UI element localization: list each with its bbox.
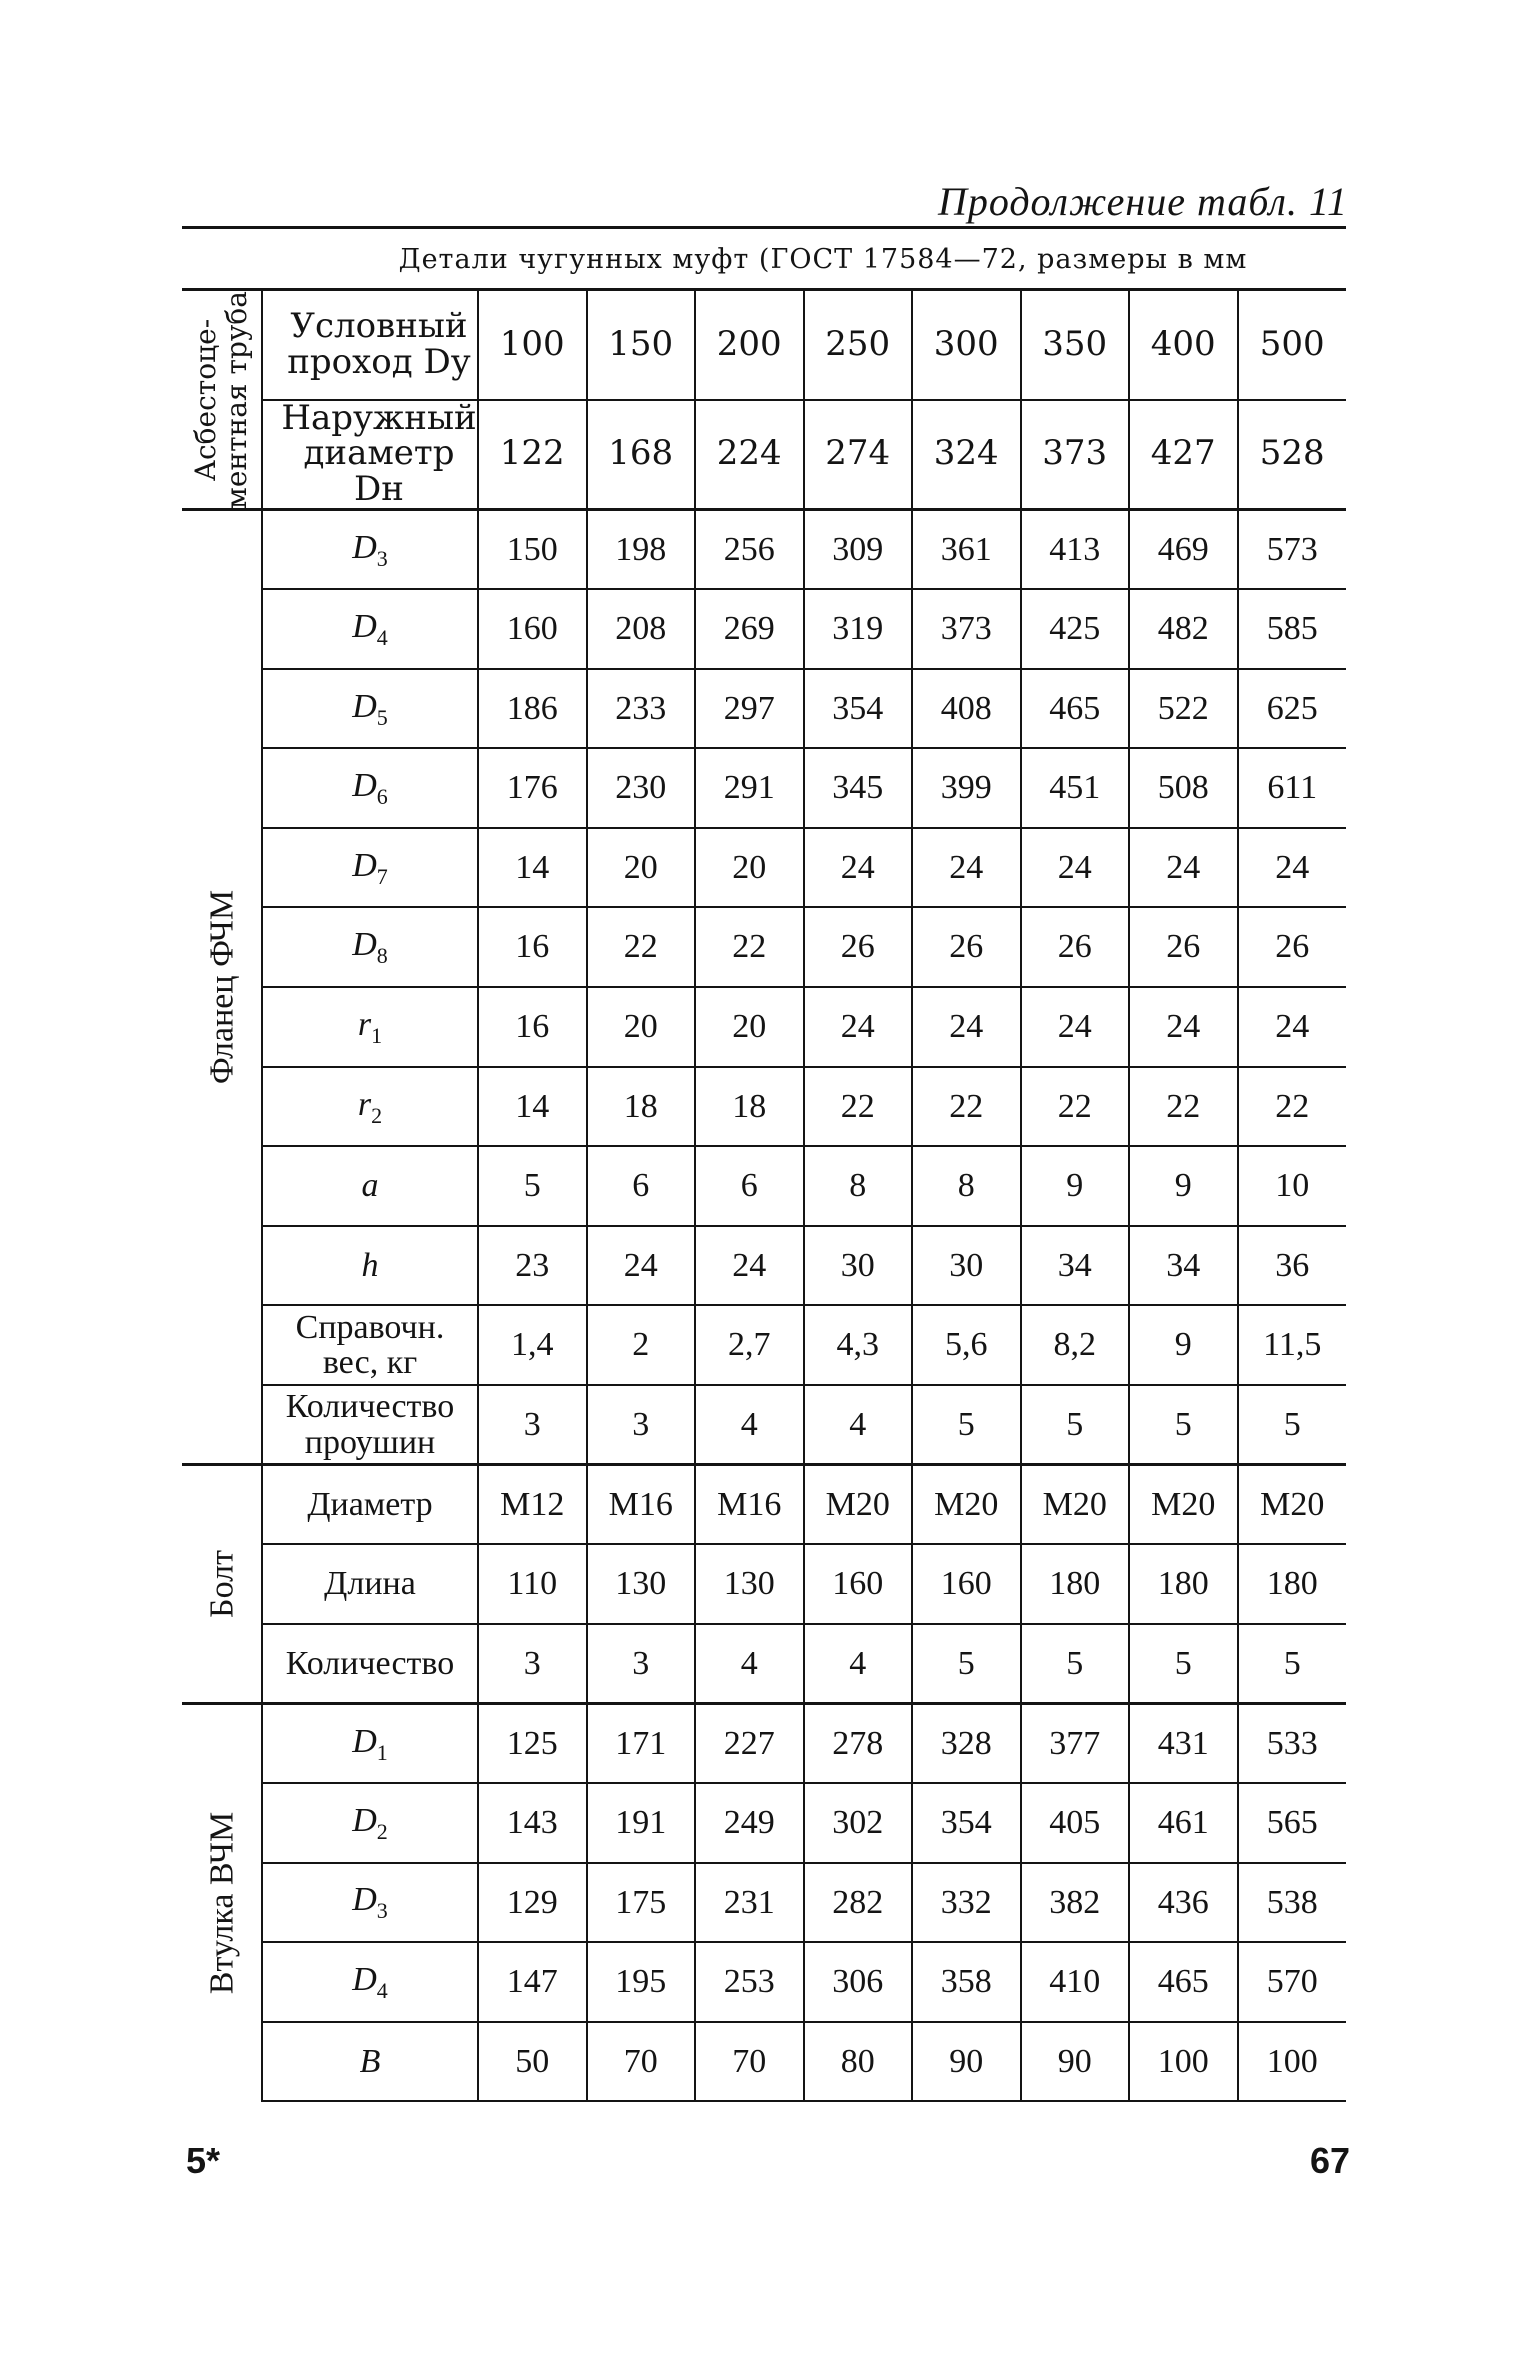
table-cell: 168 bbox=[587, 400, 696, 510]
table-cell: M20 bbox=[1129, 1465, 1238, 1545]
asbestos-pipe-row bbox=[182, 400, 1346, 510]
table-cell: 224 bbox=[695, 400, 804, 510]
table-cell: 410 bbox=[1021, 1942, 1130, 2022]
table-cell: 465 bbox=[1021, 669, 1130, 749]
table-cell: 200 bbox=[695, 290, 804, 400]
table-cell: 130 bbox=[587, 1544, 696, 1624]
flange-row-label bbox=[262, 1226, 478, 1306]
row-label-subscript: 3 bbox=[376, 1898, 388, 1924]
table-cell: 538 bbox=[1238, 1863, 1347, 1943]
table-cell: 565 bbox=[1238, 1783, 1347, 1863]
table-cell: 20 bbox=[695, 828, 804, 908]
row-label-text: Диаметр bbox=[307, 1485, 433, 1523]
sleeve-row bbox=[182, 1863, 1346, 1943]
asbestos-pipe-row-label bbox=[262, 397, 478, 510]
table-cell: 50 bbox=[478, 2022, 587, 2102]
table-cell: 147 bbox=[478, 1942, 587, 2022]
table-cell: 14 bbox=[478, 828, 587, 908]
table-cell: 180 bbox=[1129, 1544, 1238, 1624]
table-cell: 16 bbox=[478, 907, 587, 987]
flange-row-label bbox=[262, 748, 478, 828]
table-cell: 70 bbox=[587, 2022, 696, 2102]
table-cell: 465 bbox=[1129, 1942, 1238, 2022]
table-cell: 250 bbox=[804, 290, 913, 400]
table-cell: 160 bbox=[804, 1544, 913, 1624]
table-cell: 6 bbox=[587, 1146, 696, 1226]
table-cell: 425 bbox=[1021, 589, 1130, 669]
footer-signature-mark: 5* bbox=[186, 2140, 221, 2181]
table-cell: 23 bbox=[478, 1226, 587, 1306]
row-label-text: D bbox=[352, 528, 377, 566]
table-cell: 11,5 bbox=[1238, 1305, 1347, 1385]
table-cell: 354 bbox=[804, 669, 913, 749]
table-cell: 4 bbox=[804, 1624, 913, 1704]
row-label-text: Условный проход Dу bbox=[287, 306, 471, 382]
row-label-subscript: 7 bbox=[376, 863, 388, 889]
table-cell: 585 bbox=[1238, 589, 1347, 669]
table-cell: 8 bbox=[912, 1146, 1021, 1226]
table-cell: 8 bbox=[804, 1146, 913, 1226]
row-label-subscript: 4 bbox=[376, 1977, 388, 2003]
flange-row bbox=[182, 907, 1346, 987]
asbestos-pipe-section-label bbox=[182, 290, 262, 510]
sleeve-row bbox=[182, 1703, 1346, 1783]
flange-row bbox=[182, 1226, 1346, 1306]
table-cell: 227 bbox=[695, 1703, 804, 1783]
table-cell: M20 bbox=[912, 1465, 1021, 1545]
table-cell: 297 bbox=[695, 669, 804, 749]
table-cell: 230 bbox=[587, 748, 696, 828]
row-label-text: h bbox=[361, 1246, 379, 1284]
table-cell: 110 bbox=[478, 1544, 587, 1624]
row-label-subscript: 1 bbox=[376, 1739, 388, 1765]
row-label-text: D bbox=[352, 607, 377, 645]
row-label-text: Количество bbox=[285, 1644, 455, 1682]
table-cell: 180 bbox=[1021, 1544, 1130, 1624]
table-cell: 160 bbox=[478, 589, 587, 669]
row-label-subscript: 1 bbox=[371, 1022, 383, 1048]
table-cell: 26 bbox=[804, 907, 913, 987]
bolt-row-label bbox=[262, 1465, 478, 1545]
table-cell: 125 bbox=[478, 1703, 587, 1783]
flange-row-label bbox=[262, 1305, 478, 1385]
flange-row bbox=[182, 748, 1346, 828]
table-cell: 5 bbox=[1129, 1624, 1238, 1704]
sleeve-section-text: Втулка ВЧМ bbox=[202, 1811, 240, 1995]
table-cell: 2,7 bbox=[695, 1305, 804, 1385]
table-cell: 500 bbox=[1238, 290, 1347, 400]
table-cell: 400 bbox=[1129, 290, 1238, 400]
table-cell: M12 bbox=[478, 1465, 587, 1545]
table-cell: M20 bbox=[804, 1465, 913, 1545]
table-cell: 5 bbox=[1021, 1385, 1130, 1465]
flange-row bbox=[182, 1146, 1346, 1226]
table-cell: 208 bbox=[587, 589, 696, 669]
table-cell: 278 bbox=[804, 1703, 913, 1783]
bolt-row bbox=[182, 1544, 1346, 1624]
continuation-title: Продолжение табл. 11 bbox=[937, 179, 1348, 224]
table-cell: 5 bbox=[912, 1385, 1021, 1465]
sleeve-row-label bbox=[262, 1863, 478, 1943]
table-cell: 9 bbox=[1021, 1146, 1130, 1226]
table-cell: 26 bbox=[1021, 907, 1130, 987]
bolt-row-label bbox=[262, 1624, 478, 1704]
flange-row bbox=[182, 510, 1346, 590]
couplings-table bbox=[182, 288, 1346, 2102]
table-cell: 24 bbox=[587, 1226, 696, 1306]
row-label-subscript: 8 bbox=[376, 943, 388, 969]
sleeve-row bbox=[182, 1942, 1346, 2022]
table-cell: 90 bbox=[1021, 2022, 1130, 2102]
table-cell: 451 bbox=[1021, 748, 1130, 828]
table-caption: Детали чугунных муфт (ГОСТ 17584—72, размеры в мм bbox=[398, 244, 1248, 275]
table-cell: 191 bbox=[587, 1783, 696, 1863]
table-cell: 26 bbox=[1129, 907, 1238, 987]
row-label-text: a bbox=[361, 1167, 379, 1205]
table-cell: 9 bbox=[1129, 1146, 1238, 1226]
row-label-text: D bbox=[352, 846, 377, 884]
table-cell: 5 bbox=[1021, 1624, 1130, 1704]
table-cell: 4 bbox=[695, 1624, 804, 1704]
table-cell: 5 bbox=[1238, 1624, 1347, 1704]
table-cell: 22 bbox=[1238, 1067, 1347, 1147]
table-cell: 274 bbox=[804, 400, 913, 510]
table-cell: 328 bbox=[912, 1703, 1021, 1783]
table-cell: 4 bbox=[695, 1385, 804, 1465]
table-cell: 405 bbox=[1021, 1783, 1130, 1863]
flange-row-label bbox=[262, 987, 478, 1067]
row-label-text: Количество проушин bbox=[285, 1387, 455, 1461]
sleeve-row bbox=[182, 1783, 1346, 1863]
table-cell: 5 bbox=[912, 1624, 1021, 1704]
table-cell: 22 bbox=[1021, 1067, 1130, 1147]
flange-row bbox=[182, 828, 1346, 908]
row-label-text: r bbox=[357, 1085, 372, 1123]
flange-row-label bbox=[262, 907, 478, 987]
table-cell: 24 bbox=[1129, 828, 1238, 908]
table-cell: 180 bbox=[1238, 1544, 1347, 1624]
bolt-section-text: Болт bbox=[202, 1550, 240, 1618]
table-cell: 24 bbox=[1021, 828, 1130, 908]
table-cell: 2 bbox=[587, 1305, 696, 1385]
table-cell: 175 bbox=[587, 1863, 696, 1943]
table-cell: 24 bbox=[1238, 987, 1347, 1067]
flange-row-label bbox=[262, 1146, 478, 1226]
table-cell: 22 bbox=[1129, 1067, 1238, 1147]
flange-section-label bbox=[182, 510, 262, 1465]
table-cell: 611 bbox=[1238, 748, 1347, 828]
table-cell: 427 bbox=[1129, 400, 1238, 510]
table-cell: 249 bbox=[695, 1783, 804, 1863]
page-number: 67 bbox=[1309, 2140, 1350, 2181]
table-cell: 431 bbox=[1129, 1703, 1238, 1783]
table-cell: 6 bbox=[695, 1146, 804, 1226]
row-label-subscript: 3 bbox=[376, 545, 388, 571]
table-cell: 186 bbox=[478, 669, 587, 749]
flange-row-label bbox=[262, 1067, 478, 1147]
table-cell: 319 bbox=[804, 589, 913, 669]
table-cell: 358 bbox=[912, 1942, 1021, 2022]
table-cell: 100 bbox=[478, 290, 587, 400]
flange-section-text: Фланец ФЧМ bbox=[202, 889, 240, 1085]
table-cell: M20 bbox=[1021, 1465, 1130, 1545]
table-cell: 24 bbox=[1238, 828, 1347, 908]
table-cell: 373 bbox=[912, 589, 1021, 669]
table-cell: 24 bbox=[695, 1226, 804, 1306]
table-cell: 354 bbox=[912, 1783, 1021, 1863]
table-cell: 345 bbox=[804, 748, 913, 828]
row-label-text: Справочн. вес, кг bbox=[295, 1308, 445, 1382]
flange-row bbox=[182, 1067, 1346, 1147]
table-cell: 20 bbox=[587, 987, 696, 1067]
table-cell: 256 bbox=[695, 510, 804, 590]
row-label-text: Наружный диаметр Dн bbox=[281, 397, 477, 510]
table-cell: 24 bbox=[912, 828, 1021, 908]
flange-row bbox=[182, 1305, 1346, 1385]
table-cell: 408 bbox=[912, 669, 1021, 749]
table-cell: 324 bbox=[912, 400, 1021, 510]
table-cell: 533 bbox=[1238, 1703, 1347, 1783]
table-cell: 3 bbox=[587, 1385, 696, 1465]
table-cell: 30 bbox=[804, 1226, 913, 1306]
row-label-subscript: 2 bbox=[371, 1102, 383, 1128]
table-cell: 436 bbox=[1129, 1863, 1238, 1943]
row-label-subscript: 4 bbox=[376, 624, 388, 650]
asbestos-pipe-row bbox=[182, 290, 1346, 400]
sleeve-row-label bbox=[262, 1783, 478, 1863]
table-cell: 30 bbox=[912, 1226, 1021, 1306]
table-cell: 291 bbox=[695, 748, 804, 828]
table-cell: 332 bbox=[912, 1863, 1021, 1943]
table-cell: 143 bbox=[478, 1783, 587, 1863]
row-label-text: D bbox=[352, 687, 377, 725]
table-cell: 14 bbox=[478, 1067, 587, 1147]
table-cell: 625 bbox=[1238, 669, 1347, 749]
sleeve-section-label bbox=[182, 1703, 262, 2101]
table-cell: 24 bbox=[1129, 987, 1238, 1067]
sleeve-row-label bbox=[262, 1703, 478, 1783]
table-cell: 22 bbox=[695, 907, 804, 987]
flange-row bbox=[182, 1385, 1346, 1465]
table-cell: 18 bbox=[695, 1067, 804, 1147]
table-cell: 5 bbox=[478, 1146, 587, 1226]
bolt-section-label bbox=[182, 1465, 262, 1704]
asbestos-pipe-row-label bbox=[262, 290, 478, 400]
table-cell: 24 bbox=[804, 828, 913, 908]
asbestos-pipe-section-text: Асбестоце- ментная труба bbox=[188, 290, 253, 509]
table-cell: 573 bbox=[1238, 510, 1347, 590]
table-cell: 300 bbox=[912, 290, 1021, 400]
row-label-subscript: 5 bbox=[376, 704, 388, 730]
table-cell: 171 bbox=[587, 1703, 696, 1783]
table-cell: 377 bbox=[1021, 1703, 1130, 1783]
table-cell: 22 bbox=[912, 1067, 1021, 1147]
table-cell: 350 bbox=[1021, 290, 1130, 400]
table-cell: 90 bbox=[912, 2022, 1021, 2102]
row-label-text: Длина bbox=[324, 1565, 416, 1603]
flange-row bbox=[182, 669, 1346, 749]
row-label-text: D bbox=[352, 767, 377, 805]
table-cell: 1,4 bbox=[478, 1305, 587, 1385]
table-cell: 399 bbox=[912, 748, 1021, 828]
table-cell: 176 bbox=[478, 748, 587, 828]
table-cell: 34 bbox=[1021, 1226, 1130, 1306]
flange-row bbox=[182, 589, 1346, 669]
flange-row bbox=[182, 987, 1346, 1067]
sleeve-row bbox=[182, 2022, 1346, 2102]
table-cell: 5 bbox=[1129, 1385, 1238, 1465]
bolt-row-label bbox=[262, 1544, 478, 1624]
table-cell: 22 bbox=[804, 1067, 913, 1147]
table-cell: 100 bbox=[1129, 2022, 1238, 2102]
table-cell: 469 bbox=[1129, 510, 1238, 590]
table-cell: 508 bbox=[1129, 748, 1238, 828]
table-cell: 306 bbox=[804, 1942, 913, 2022]
table-cell: M20 bbox=[1238, 1465, 1347, 1545]
row-label-text: D bbox=[352, 1961, 377, 1999]
table-cell: 26 bbox=[912, 907, 1021, 987]
table-cell: 231 bbox=[695, 1863, 804, 1943]
table-cell: 150 bbox=[587, 290, 696, 400]
flange-row-label bbox=[262, 1385, 478, 1465]
flange-row-label bbox=[262, 589, 478, 669]
table-cell: 24 bbox=[1021, 987, 1130, 1067]
row-label-subscript: 6 bbox=[376, 783, 388, 809]
row-label-text: D bbox=[352, 1801, 377, 1839]
row-label-subscript: 2 bbox=[376, 1818, 388, 1844]
table-cell: M16 bbox=[587, 1465, 696, 1545]
table-cell: 3 bbox=[478, 1624, 587, 1704]
table-cell: 22 bbox=[587, 907, 696, 987]
flange-row-label bbox=[262, 510, 478, 590]
table-cell: 233 bbox=[587, 669, 696, 749]
table-cell: 309 bbox=[804, 510, 913, 590]
bolt-row bbox=[182, 1465, 1346, 1545]
table-cell: 70 bbox=[695, 2022, 804, 2102]
table-cell: 253 bbox=[695, 1942, 804, 2022]
table-cell: 413 bbox=[1021, 510, 1130, 590]
flange-row-label bbox=[262, 828, 478, 908]
table-cell: M16 bbox=[695, 1465, 804, 1545]
table-cell: 461 bbox=[1129, 1783, 1238, 1863]
table-cell: 570 bbox=[1238, 1942, 1347, 2022]
sleeve-row-label bbox=[262, 2022, 478, 2102]
table-cell: 10 bbox=[1238, 1146, 1347, 1226]
table-cell: 3 bbox=[587, 1624, 696, 1704]
table-cell: 80 bbox=[804, 2022, 913, 2102]
table-cell: 150 bbox=[478, 510, 587, 590]
sleeve-row-label bbox=[262, 1942, 478, 2022]
table-cell: 122 bbox=[478, 400, 587, 510]
table-cell: 36 bbox=[1238, 1226, 1347, 1306]
table-cell: 130 bbox=[695, 1544, 804, 1624]
table-cell: 198 bbox=[587, 510, 696, 590]
table-cell: 5,6 bbox=[912, 1305, 1021, 1385]
table-cell: 129 bbox=[478, 1863, 587, 1943]
table-cell: 522 bbox=[1129, 669, 1238, 749]
table-cell: 34 bbox=[1129, 1226, 1238, 1306]
table-cell: 8,2 bbox=[1021, 1305, 1130, 1385]
table-cell: 5 bbox=[1238, 1385, 1347, 1465]
table-cell: 482 bbox=[1129, 589, 1238, 669]
table-cell: 18 bbox=[587, 1067, 696, 1147]
table-cell: 24 bbox=[912, 987, 1021, 1067]
row-label-text: B bbox=[359, 2042, 381, 2080]
table-cell: 24 bbox=[804, 987, 913, 1067]
table-cell: 269 bbox=[695, 589, 804, 669]
table-cell: 528 bbox=[1238, 400, 1347, 510]
table-cell: 361 bbox=[912, 510, 1021, 590]
table-cell: 16 bbox=[478, 987, 587, 1067]
flange-row-label bbox=[262, 669, 478, 749]
table-cell: 9 bbox=[1129, 1305, 1238, 1385]
bolt-row bbox=[182, 1624, 1346, 1704]
table-cell: 20 bbox=[587, 828, 696, 908]
table-cell: 302 bbox=[804, 1783, 913, 1863]
table-cell: 4 bbox=[804, 1385, 913, 1465]
row-label-text: D bbox=[352, 926, 377, 964]
top-rule bbox=[182, 226, 1346, 229]
table-cell: 4,3 bbox=[804, 1305, 913, 1385]
table-cell: 282 bbox=[804, 1863, 913, 1943]
row-label-text: D bbox=[352, 1722, 377, 1760]
table-cell: 373 bbox=[1021, 400, 1130, 510]
row-label-text: r bbox=[357, 1005, 372, 1043]
table-cell: 26 bbox=[1238, 907, 1347, 987]
table-cell: 195 bbox=[587, 1942, 696, 2022]
table-cell: 160 bbox=[912, 1544, 1021, 1624]
table-cell: 100 bbox=[1238, 2022, 1347, 2102]
table-cell: 20 bbox=[695, 987, 804, 1067]
table-cell: 382 bbox=[1021, 1863, 1130, 1943]
row-label-text: D bbox=[352, 1881, 377, 1919]
table-cell: 3 bbox=[478, 1385, 587, 1465]
